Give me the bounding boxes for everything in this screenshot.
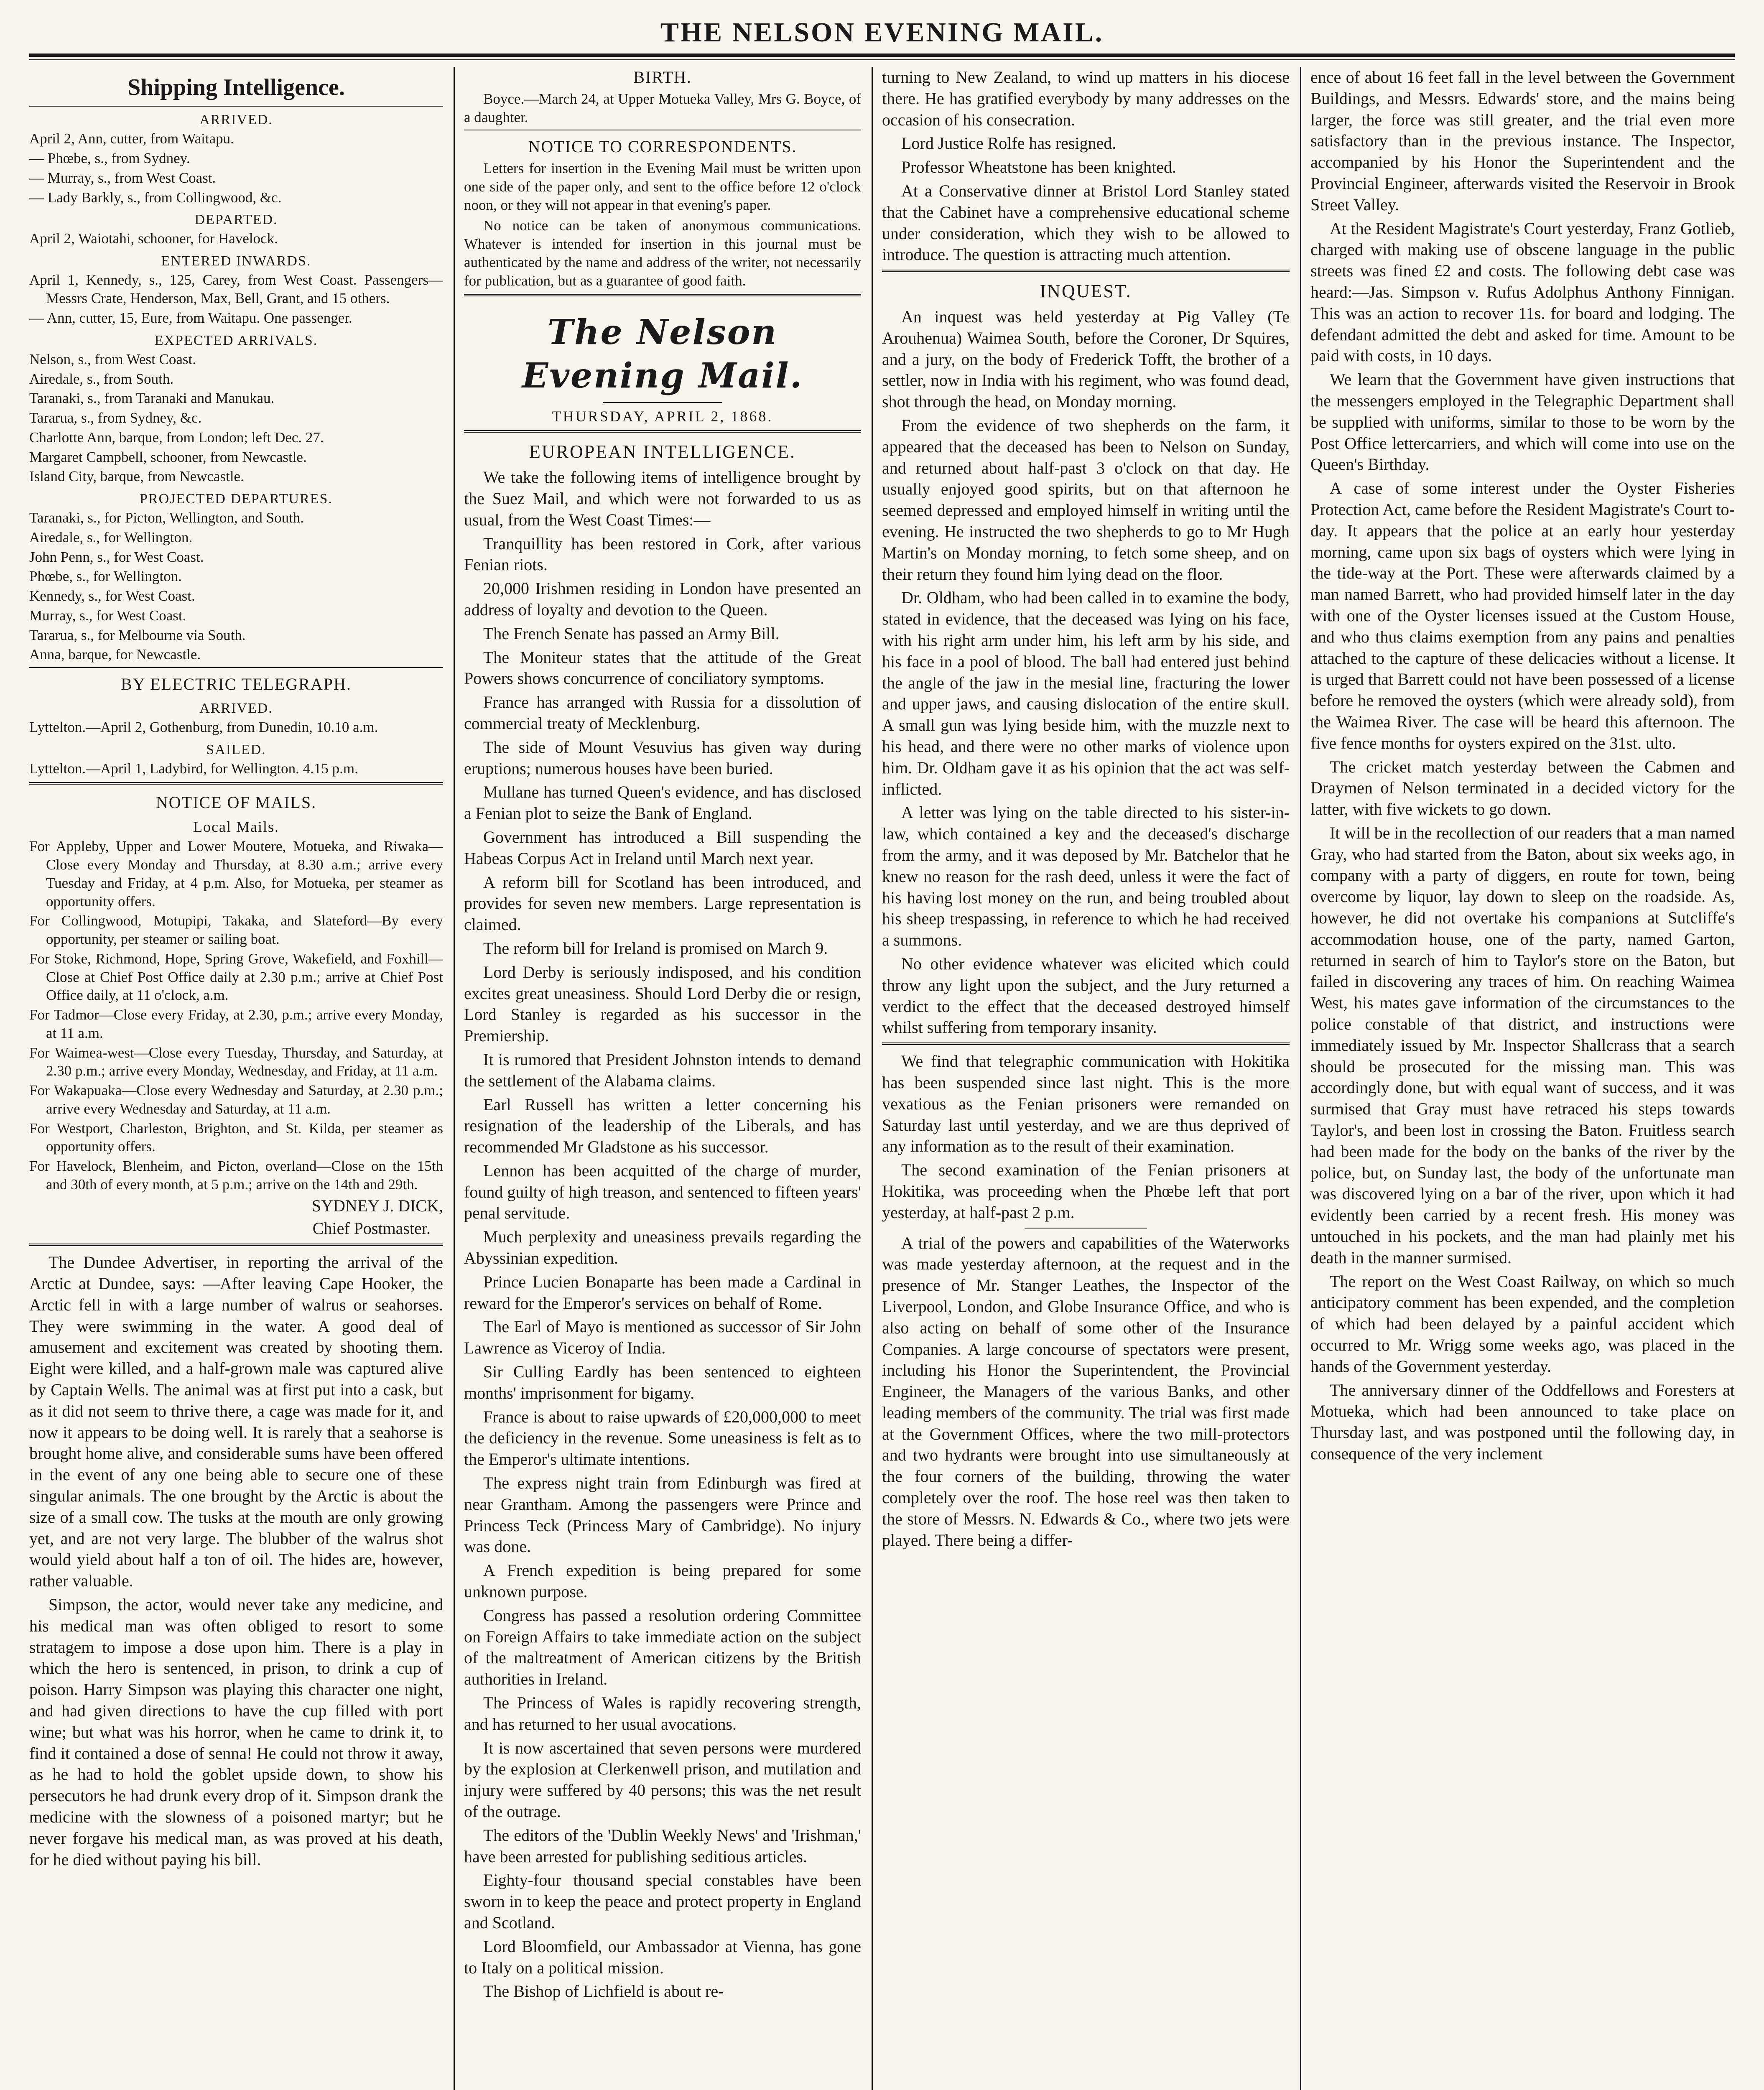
- news-paragraph: Lord Justice Rolfe has resigned.: [901, 134, 1117, 153]
- paper-title: The Nelson Evening Mail.: [522, 312, 803, 396]
- masthead-rule: [29, 54, 1735, 57]
- news-paragraph: Government has introduced a Bill suspending the Habeas Corpus Act in Ireland until March next year.: [464, 827, 861, 868]
- list-item: For Wakapuaka—Close every Wednesday and Saturday, at 2.30 p.m.; arrive every Wednesday and Saturday, at 11 a.m.: [29, 1082, 443, 1117]
- telegraph-article: [882, 1051, 1290, 1223]
- list-item: Charlotte Ann, barque, from London; left Dec. 27.: [29, 429, 324, 446]
- arrived-list: [29, 130, 443, 206]
- entered-subheading: ENTERED INWARDS.: [161, 253, 311, 269]
- news-paragraph: A French expedition is being prepared for some unknown purpose.: [464, 1561, 861, 1601]
- waterworks-article: [882, 1233, 1290, 1551]
- correspondents-heading: NOTICE TO CORRESPONDENTS.: [528, 137, 797, 156]
- postmaster-title: Chief Postmaster.: [312, 1219, 431, 1238]
- news-paragraph: We take the following items of intelligence brought by the Suez Mail, and which were not forwarded to us as usual, from the West Coast Times:—: [464, 468, 861, 529]
- inquest-article: [882, 306, 1290, 1038]
- list-item: April 2, Ann, cutter, from Waitapu.: [29, 130, 234, 147]
- list-item: April 1, Kennedy, s., 125, Carey, from West Coast. Passengers—Messrs Crate, Henderson, Max, Bell, Grant, and 15 others.: [29, 272, 443, 307]
- news-paragraph: Mullane has turned Queen's evidence, and has disclosed a Fenian plot to seize the Bank of England.: [464, 782, 861, 823]
- birth-heading: BIRTH.: [633, 68, 692, 87]
- news-paragraph: The cricket match yesterday between the Cabmen and Draymen of Nelson terminated in a decided victory for the latter, with five wickets to go down.: [1310, 757, 1735, 819]
- news-paragraph: It will be in the recollection of our readers that a man named Gray, who had started from the Baton, about six weeks ago, in company with a party of diggers, en route for town, being overcome by liquor, lay down to sleep on the roadside. As, however, he did not overtake his companions at Sutcliffe's accommodation house, one of the party, named Garton, returned in search of him to Taylor's store on the Baton, but failed in discovering any traces of him. On reaching Waimea West, his mates gave information of the circumstances to the police constable of that district, and instructions were immediately issued by Mr. Inspector Shallcrass that a search should be prosecuted for the missing man. This was accordingly done, but with equal want of success, and it was surmised that Gray must have retraced his steps towards Taylor's, and been lost in crossing the Baton. Fruitless search had been made for the body on the banks of the river by the police, but, on Sunday last, the body of the unfortunate man was discovered lying on a bar of the river, upon which it had evidently been carried by a recent fresh. His money was untouched in his pockets, and the man had plainly met his death in the manner surmised.: [1310, 823, 1735, 1267]
- correspondents-notice: Letters for insertion in the Evening Mail must be written upon one side of the paper only, and sent to the office before 12 o'clock noon, or they will not appear in that evening's paper.: [464, 160, 861, 213]
- masthead-rule-thin: [29, 59, 1735, 60]
- news-paragraph: Eighty-four thousand special constables have been sworn in to keep the peace and protect property in England and Scotland.: [464, 1871, 861, 1932]
- news-paragraph: The second examination of the Fenian prisoners at Hokitika, was proceeding when the Phœbe left that port yesterday, at half-past 2 p.m.: [882, 1160, 1290, 1222]
- list-item: For Havelock, Blenheim, and Picton, overland—Close on the 15th and 30th of every month, at 5 p.m.; arrive on the 14th and 29th.: [29, 1158, 443, 1193]
- news-paragraph: At the Resident Magistrate's Court yesterday, Franz Gotlieb, charged with making use of obscene language in the public streets was fined £2 and costs. The following debt case was heard:—Jas. Simpson v. Rufus Adolphus Anthony Finnigan. This was an action to recover 11s. for board and lodging. The defendant admitted the debt and asked for time. Amount to be paid with costs, in 10 days.: [1310, 219, 1735, 365]
- news-paragraph: ence of about 16 feet fall in the level between the Government Buildings, and Messrs. Edwards' store, and the mains being larger, the force was still greater, and the trial even more satisfactory than in the previous instance. The Inspector, accompanied by his Honor the Superintendent and the Provincial Engineer, afterwards visited the Reservoir in Brook Street Valley.: [1310, 68, 1735, 214]
- telegraph-sailed-subheading: SAILED.: [206, 742, 266, 757]
- news-paragraph: It is now ascertained that seven persons were murdered by the explosion at Clerkenwell prison, and mutilation and injury were suffered by 40 persons; this was the net result of the outrage.: [464, 1738, 861, 1821]
- news-paragraph: Prince Lucien Bonaparte has been made a Cardinal in reward for the Emperor's services on behalf of Rome.: [464, 1272, 861, 1313]
- birth-notice: Boyce.—March 24, at Upper Motueka Valley, Mrs G. Boyce, of a daughter.: [464, 90, 861, 125]
- news-paragraph: A case of some interest under the Oyster Fisheries Protection Act, came before the Resident Magistrate's Court to-day. It appears that the police at an early hour yesterday morning, came upon six bags of oysters which were lying in the tide-way at the Port. These were afterwards claimed by a man named Barrett, who had provided himself later in the day with one of the Oyster licenses issued at the Custom House, and who thus claims exemption from any pains and penalties attached to the capture of these delicacies without a license. It is urged that Barrett could not have been possessed of a license before he removed the oysters (which were already sold), from the Waimea River. The case will be heard this afternoon. The five fence months for oysters expired on the 31st. ulto.: [1310, 479, 1735, 752]
- telegraph-heading: BY ELECTRIC TELEGRAPH.: [121, 675, 352, 694]
- news-paragraph: The side of Mount Vesuvius has given way during eruptions; numerous houses have been buried.: [464, 737, 861, 778]
- list-item: April 2, Waiotahi, schooner, for Havelock.: [29, 230, 278, 247]
- list-item: Lyttelton.—April 1, Ladybird, for Wellington. 4.15 p.m.: [29, 760, 358, 777]
- list-item: For Collingwood, Motupipi, Takaka, and Slateford—By every opportunity, per steamer or sailing boat.: [29, 912, 443, 948]
- mails-heading: NOTICE OF MAILS.: [155, 793, 317, 812]
- list-item: For Stoke, Richmond, Hope, Spring Grove, Wakefield, and Foxhill—Close at Chief Post Office daily at 2.30 p.m.; arrive at Chief Post Office daily, at 11 o'clock, a.m.: [29, 950, 443, 1004]
- news-paragraph: The Earl of Mayo is mentioned as successor of Sir John Lawrence as Viceroy of India.: [464, 1317, 861, 1358]
- expected-subheading: EXPECTED ARRIVALS.: [154, 332, 318, 348]
- column-divider: [872, 67, 873, 2090]
- column-2: [464, 67, 861, 2090]
- list-item: John Penn, s., for West Coast.: [29, 548, 204, 565]
- inquest-paragraph: A letter was lying on the table directed to his sister-in-law, which contained a key and the deceased's discharge from the army, and it was deposed by Mr. Batchelor that he knew no reason for the rash deed, unless it were the fact of his having lost money on the run, and being troubled about his sheep trespassing, in reference to which he had received a summons.: [882, 803, 1290, 950]
- list-item: Margaret Campbell, schooner, from Newcastle.: [29, 449, 307, 465]
- list-item: Tararua, s., from Sydney, &c.: [29, 410, 202, 426]
- inquest-paragraph: From the evidence of two shepherds on the farm, it appeared that the deceased has been to Nelson on Sunday, and returned about half-past 3 o'clock on that day. He usually enjoyed good spirits, but on that afternoon he seemed depressed and employed himself in writing until the evening. He instructed the two shepherds to go to Mr Hugh Martin's on Monday morning, to fetch some sheep, and on their return they found him lying dead on the floor.: [882, 416, 1290, 584]
- column-divider: [1300, 67, 1301, 2090]
- simpson-article: Simpson, the actor, would never take any medicine, and his medical man was often obliged to resort to some stratagem to impose a dose upon him. There is a play in which the hero is sentenced, in prison, to drink a cup of poison. Harry Simpson was playing this character one night, and had given directions to have the cup filled with port wine; but what was his horror, when he came to drink it, to find it contained a dose of senna! He could not throw it away, as he had to hold the goblet upside down, to show his persecutors he had drunk every drop of it. Simpson drank the medicine with the slowness of a poisoned martyr; but he never forgave his medical man, as was proved at his death, for he died without paying his bill.: [29, 1595, 443, 1869]
- news-paragraph: Much perplexity and uneasiness prevails regarding the Abyssinian expedition.: [464, 1227, 861, 1268]
- dateline: THURSDAY, APRIL 2, 1868.: [552, 408, 773, 425]
- news-paragraph: Congress has passed a resolution ordering Committee on Foreign Affairs to take immediate action on the subject of the maltreatment of American citizens by the British authorities in Ireland.: [464, 1606, 861, 1689]
- walrus-article: The Dundee Advertiser, in reporting the arrival of the Arctic at Dundee, says: —After leaving Cape Hooker, the Arctic fell in with a large number of walrus or seahorses. They were swimming in the water. A good deal of amusement and excitement was created by shooting them. Eight were killed, and a half-grown male was captured alive by Captain Wells. The animal was at first put into a cask, but as it did not seem to thrive there, a cage was made for it, and now it appears to be doing well. It is rarely that a seahorse is brought home alive, and considerable sums have been offered in the event of any one being able to secure one of these singular animals. The one brought by the Arctic is about the size of a small cow. The tusks at the mouth are only growing yet, and are not very large. The blubber of the walrus shot would yield about half a ton of oil. The hides are, however, rather valuable.: [29, 1253, 443, 1590]
- list-item: For Appleby, Upper and Lower Moutere, Motueka, and Riwaka—Close every Monday and Thursday, at 8.30 a.m.; arrive every Tuesday and Friday, at 4 p.m. Also, for Motueka, per steamer as opportunity offers.: [29, 838, 443, 910]
- news-paragraph: Lennon has been acquitted of the charge of murder, found guilty of high treason, and sentenced to fifteen years' penal servitude.: [464, 1161, 861, 1223]
- news-paragraph: The anniversary dinner of the Oddfellows and Foresters at Motueka, which had been announced to take place on Thursday last, and was postponed until the following day, in consequence of the very inclement: [1310, 1380, 1735, 1463]
- inquest-paragraph: An inquest was held yesterday at Pig Valley (Te Arouhenua) Waimea South, before the Coroner, Dr Squires, and a jury, on the body of Frederick Tofft, the brother of a settler, now in India with his regiment, who was found dead, shot through the head, on Monday morning.: [882, 307, 1290, 411]
- news-paragraph: Professor Wheatstone has been knighted.: [901, 158, 1176, 177]
- column-3: [882, 67, 1290, 2090]
- european-intelligence-continued: [882, 67, 1290, 265]
- european-intelligence: [464, 467, 861, 2002]
- postmaster-name: SYDNEY J. DICK,: [311, 1196, 443, 1215]
- news-paragraph: At a Conservative dinner at Bristol Lord Stanley stated that the Cabinet have a comprehensive educational scheme under consideration, which they wish to be allowed to introduce. The question is attracting much attention.: [882, 181, 1290, 264]
- list-item: For Waimea-west—Close every Tuesday, Thursday, and Saturday, at 2.30 p.m.; arrive every Monday, Wednesday, and Friday, at 11 a.m.: [29, 1044, 443, 1079]
- list-item: — Murray, s., from West Coast.: [29, 169, 216, 186]
- list-item: — Lady Barkly, s., from Collingwood, &c.: [29, 189, 282, 206]
- projected-subheading: PROJECTED DEPARTURES.: [140, 491, 333, 507]
- list-item: Taranaki, s., from Taranaki and Manukau.: [29, 390, 275, 407]
- inquest-heading: INQUEST.: [1040, 281, 1132, 302]
- list-item: Anna, barque, for Newcastle.: [29, 646, 201, 663]
- list-item: Airedale, s., from South.: [29, 370, 174, 387]
- news-paragraph: The French Senate has passed an Army Bill.: [483, 624, 780, 643]
- news-paragraph: France is about to raise upwards of £20,000,000 to meet the deficiency in the revenue. Some uneasiness is felt as to the Emperor's ultimate intentions.: [464, 1407, 861, 1469]
- list-item: For Westport, Charleston, Brighton, and St. Kilda, per steamer as opportunity offers.: [29, 1120, 443, 1155]
- masthead: THE NELSON EVENING MAIL.: [660, 17, 1104, 48]
- list-item: Island City, barque, from Newcastle.: [29, 468, 244, 485]
- news-paragraph: A reform bill for Scotland has been introduced, and provides for seven new members. Large representation is claimed.: [464, 872, 861, 934]
- news-paragraph: It is rumored that President Johnston intends to demand the settlement of the Alabama claims.: [464, 1050, 861, 1090]
- inquest-paragraph: Dr. Oldham, who had been called in to examine the body, stated in evidence, that the deceased was lying on his face, with his right arm under him, his left arm by his side, and his face in a pool of blood. The ball had entered just behind the angle of the jaw in the mesial line, fracturing the lower and upper jaws, and causing dislocation of the entire skull. A small gun was lying beside him, with the muzzle next to his head, and there were no other marks of violence upon him. Dr. Oldham gave it as his opinion that the act was self-inflicted.: [882, 588, 1290, 798]
- news-paragraph: Earl Russell has written a letter concerning his resignation of the leadership of the Liberals, and has recommended Mr Gladstone as his successor.: [464, 1095, 861, 1157]
- mails-subheading: Local Mails.: [193, 818, 279, 835]
- list-item: Kennedy, s., for West Coast.: [29, 588, 195, 604]
- news-paragraph: The Moniteur states that the attitude of the Great Powers shows concurrence of conciliatory symptoms.: [464, 647, 861, 688]
- news-paragraph: The express night train from Edinburgh was fired at near Grantham. Among the passengers were Prince and Princess Teck (Princess Mary of Cambridge). No injury was done.: [464, 1473, 861, 1556]
- european-heading: EUROPEAN INTELLIGENCE.: [529, 441, 796, 462]
- column-1: [29, 67, 443, 2090]
- list-item: Lyttelton.—April 2, Gothenburg, from Dunedin, 10.10 a.m.: [29, 719, 378, 736]
- list-item: Tararua, s., for Melbourne via South.: [29, 627, 246, 643]
- news-paragraph: Tranquillity has been restored in Cork, after various Fenian riots.: [464, 534, 861, 574]
- news-paragraph: Lord Bloomfield, our Ambassador at Vienna, has gone to Italy on a political mission.: [464, 1937, 861, 1977]
- news-paragraph: The report on the West Coast Railway, on which so much anticipatory comment has been expended, and the completion of which had been delayed by a painful accident which occurred to Mr. Wrigg some weeks ago, was placed in the hands of the Government yesterday.: [1310, 1272, 1735, 1376]
- news-paragraph: We find that telegraphic communication with Hokitika has been suspended since last night. This is the more vexatious as the Fenian prisoners were remanded on Saturday last until yesterday, and we are thus deprived of any information as to the result of their examination.: [882, 1052, 1290, 1156]
- news-paragraph: The reform bill for Ireland is promised on March 9.: [483, 938, 828, 958]
- list-item: Nelson, s., from West Coast.: [29, 351, 196, 367]
- list-item: For Tadmor—Close every Friday, at 2.30, p.m.; arrive every Monday, at 11 a.m.: [29, 1007, 443, 1041]
- news-paragraph: Sir Culling Eardly has been sentenced to eighteen months' imprisonment for bigamy.: [464, 1362, 861, 1402]
- column-divider: [454, 67, 455, 2090]
- news-paragraph: The Princess of Wales is rapidly recovering strength, and has returned to her usual avocations.: [464, 1693, 861, 1733]
- shipping-heading: Shipping Intelligence.: [127, 74, 345, 100]
- list-item: Taranaki, s., for Picton, Wellington, and South.: [29, 510, 304, 526]
- news-paragraph: The Bishop of Lichfield is about re-: [483, 1982, 724, 2001]
- news-paragraph: France has arranged with Russia for a dissolution of commercial treaty of Mecklenburg.: [464, 693, 861, 733]
- news-paragraph: The editors of the 'Dublin Weekly News' and 'Irishman,' have been arrested for publishing seditious articles.: [464, 1825, 861, 1866]
- list-item: Phœbe, s., for Wellington.: [29, 568, 182, 585]
- news-paragraph: We learn that the Government have given instructions that the messengers employed in the Telegraphic Department shall be supplied with uniforms, similar to those to be worn by the Post Office lettercarriers, and which will come into use on the Queen's Birthday.: [1310, 370, 1735, 474]
- news-paragraph: A trial of the powers and capabilities of the Waterworks was made yesterday afternoon, at the request and in the presence of Mr. Stanger Leathes, the Inspector of the Liverpool, London, and Globe Insurance Office, and who is also acting on behalf of some other of the Insurance Companies. A large concourse of spectators were present, including his Honor the Superintendent, the Provincial Engineer, the Managers of the various Banks, and other leading members of the community. The trial was first made at the Government Offices, where the two mill-protectors and two hydrants were brought into use simultaneously at the four corners of the building, throwing the water completely over the roof. The hose reel was then taken to the store of Messrs. N. Edwards & Co., where two jets were played. There being a differ-: [882, 1233, 1290, 1550]
- correspondents-notice: No notice can be taken of anonymous communications. Whatever is intended for insertion in this journal must be authenticated by the name and address of the writer, not necessarily for publication, but as a guarantee of good faith.: [464, 217, 861, 289]
- list-item: Airedale, s., for Wellington.: [29, 529, 193, 545]
- departed-subheading: DEPARTED.: [194, 212, 278, 228]
- list-item: — Phœbe, s., from Sydney.: [29, 150, 190, 167]
- arrived-subheading: ARRIVED.: [199, 112, 273, 128]
- list-item: Murray, s., for West Coast.: [29, 607, 186, 624]
- local-news: [1310, 67, 1735, 1465]
- telegraph-arrived-subheading: ARRIVED.: [199, 701, 273, 716]
- column-4: [1310, 67, 1735, 2090]
- list-item: — Ann, cutter, 15, Eure, from Waitapu. One passenger.: [29, 309, 352, 326]
- news-paragraph: Lord Derby is seriously indisposed, and his condition excites great uneasiness. Should Lord Derby die or resign, Lord Stanley is regarded as his successor in the Premiership.: [464, 962, 861, 1045]
- news-paragraph: 20,000 Irishmen residing in London have presented an address of loyalty and devotion to the Queen.: [464, 579, 861, 619]
- news-paragraph: turning to New Zealand, to wind up matters in his diocese there. He has gratified everybody by many addresses on the occasion of his consecration.: [882, 68, 1290, 129]
- inquest-paragraph: No other evidence whatever was elicited which could throw any light upon the subject, and the Jury returned a verdict to the effect that the deceased destroyed himself whilst suffering from temporary insanity.: [882, 954, 1290, 1037]
